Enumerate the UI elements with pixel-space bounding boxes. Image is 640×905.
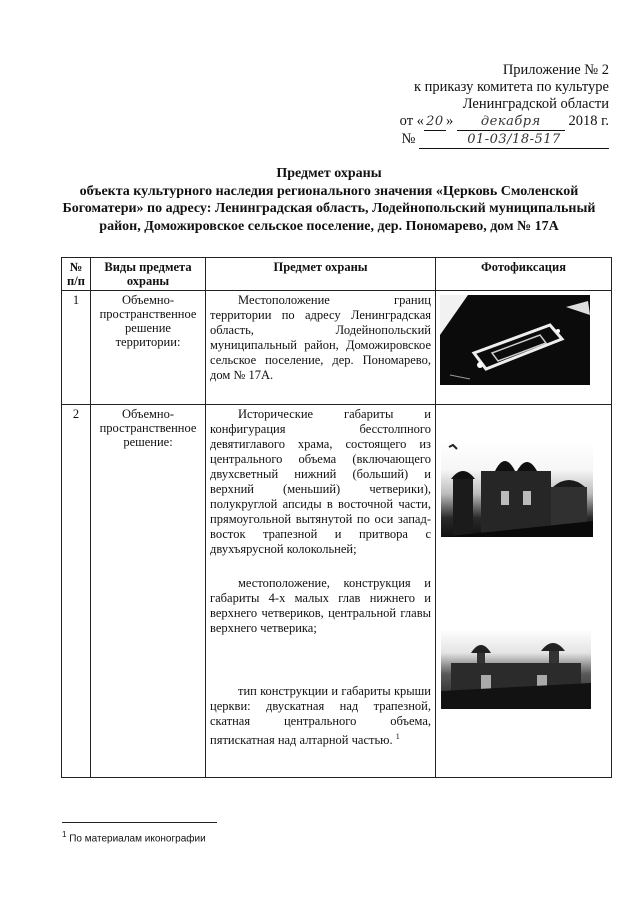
footnote-text: По материалам иконографии <box>69 833 206 845</box>
row-kind: Объемно-пространственное решение: <box>91 405 206 778</box>
row-kind: Объемно-пространственное решение территории: <box>91 291 206 405</box>
footnote-mark: 1 <box>62 830 67 839</box>
row-number: 1 <box>62 291 91 405</box>
date-year: 2018 г. <box>568 113 609 129</box>
document-heading <box>48 165 610 235</box>
subject-paragraph: Исторические габариты и конфигурация бесстолпного девятиглавого храма, состоящего из центрального объема (включающего двухсветный нижний (больший) и верхний (меньший) четверики), полукруглой апсиды в восточной части, прямоугольной вытянутой по оси запад-восток трапезной и притвора с двухъярусной колокольней; <box>210 407 431 556</box>
subject-paragraph: тип конструкции и габариты крыши церкви: двускатная над трапезной, скатная центрального объема, пятискатная над алтарной частью. $^1$ <box>210 684 431 748</box>
subject-paragraph: местоположение, конструкция и габариты 4-х малых глав нижнего и верхнего четвериков, центральной главы верхнего четверика; <box>210 576 431 635</box>
header-num: № п/п <box>62 258 91 291</box>
heading-subtitle: объекта культурного наследия регионального значения «Церковь Смоленской Богоматери» по адресу: Ленинградская область, Лодейнопольский муниципальный район, Доможировское сельское поселение, дер. Пономарево, дом № 17А <box>62 183 596 234</box>
footnote-ref: 1 <box>395 732 400 741</box>
appendix-order: к приказу комитета по культуре <box>413 79 609 95</box>
table-row <box>62 291 612 405</box>
row-number: 2 <box>62 405 91 778</box>
date-month: декабря <box>457 113 565 131</box>
appendix-region: Ленинградской области <box>462 96 609 112</box>
header-photo: Фотофиксация <box>436 258 612 291</box>
row-photo <box>436 405 612 778</box>
church-historic-photo-1 <box>441 441 593 537</box>
row-subject <box>206 291 436 405</box>
footnote <box>62 830 206 844</box>
appendix-title: Приложение № 2 <box>502 62 609 78</box>
church-historic-photo-2 <box>441 631 591 709</box>
appendix-block <box>400 62 609 149</box>
footnote-divider <box>62 822 217 823</box>
appendix-date: от « 20 » декабря 2018 г. <box>399 113 609 129</box>
header-kind: Виды предмета охраны <box>91 258 206 291</box>
row-subject <box>206 405 436 778</box>
protection-table <box>61 257 612 778</box>
date-day: 20 <box>424 113 446 131</box>
header-subject: Предмет охраны <box>206 258 436 291</box>
row-photo <box>436 291 612 405</box>
subject-paragraph: Местоположение границ территории по адресу Ленинградская область, Лодейнопольский муниципальный район, Доможировское сельское поселение, дер. Пономарево, дом № 17А. <box>210 293 431 382</box>
table-row <box>62 405 612 778</box>
table-header-row <box>62 258 612 291</box>
appendix-number: № 01-03/18-517 <box>400 131 609 149</box>
territory-map-photo <box>440 295 590 385</box>
order-number: 01-03/18-517 <box>419 131 609 149</box>
heading-title: Предмет охраны <box>276 166 382 181</box>
